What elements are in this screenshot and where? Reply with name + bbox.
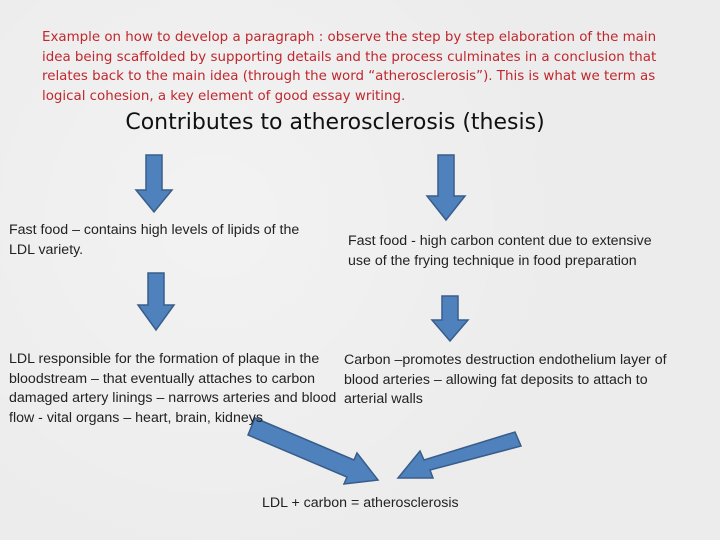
node-carbon-endothelium: Carbon –promotes destruction endothelium layer of blood arteries – allowing fat deposits to attach to arterial walls — [344, 352, 667, 407]
arrow-thesis-to-right — [427, 155, 465, 220]
node-ldl-plaque: LDL responsible for the formation of plaque in the bloodstream – that eventually attaches to carbon damaged artery linings – narrows arteries and blood flow - vital organs – heart, brain, kidneys — [9, 351, 337, 426]
node-fast-food-lipids: Fast food – contains high levels of lipids of the LDL variety. — [9, 222, 300, 258]
arrow-thesis-to-left — [136, 155, 172, 212]
conclusion-text: LDL + carbon = atherosclerosis — [262, 495, 459, 511]
thesis-heading: Contributes to atherosclerosis (thesis) — [125, 110, 545, 135]
arrow-left1-to-left2 — [138, 273, 174, 330]
arrow-right1-to-right2 — [432, 296, 468, 341]
arrow-right2-to-conclusion — [398, 432, 521, 478]
node-fast-food-carbon: Fast food - high carbon content due to extensive use of the frying technique in food preparation — [348, 233, 652, 269]
intro-paragraph: Example on how to develop a paragraph : observe the step by step elaboration of the main idea being scaffolded by supporting details and the process culminates in a conclusion that relates back to the main idea (through the word “atherosclerosis”). This is what we term as logical cohesion, a key element of good essay writing. — [42, 30, 657, 104]
